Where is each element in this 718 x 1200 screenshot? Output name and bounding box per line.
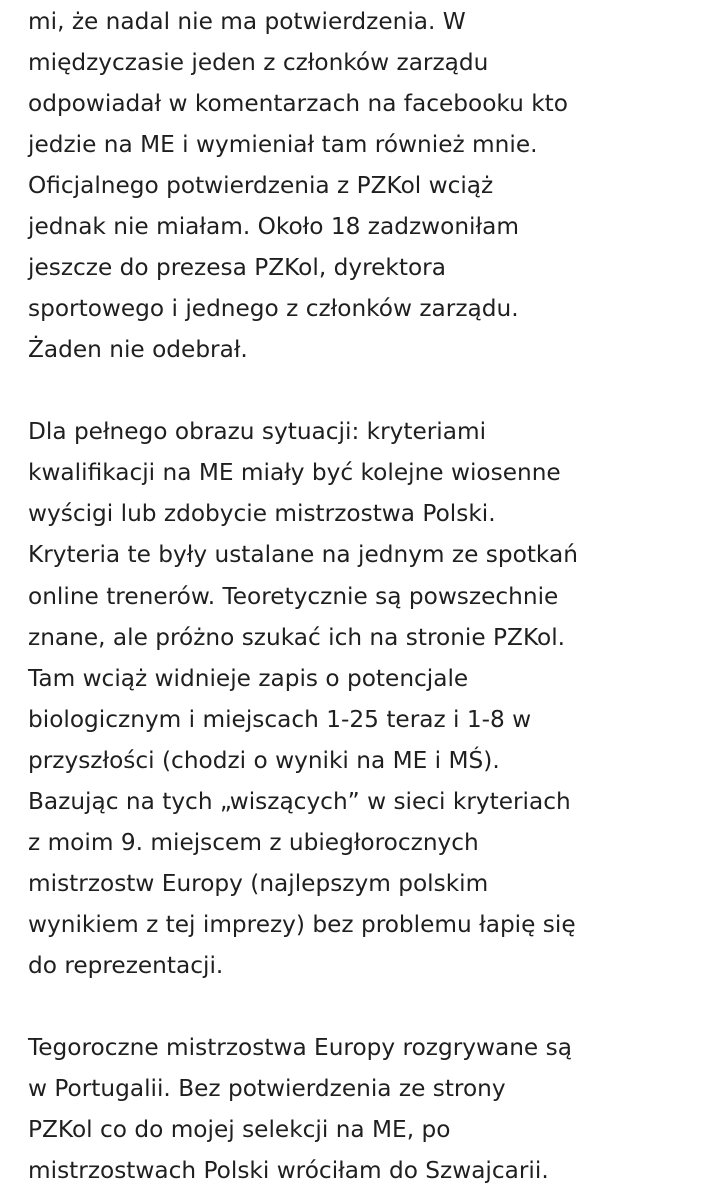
text-line: Tam wciąż widnieje zapis o potencjale (28, 664, 469, 692)
text-line: PZKol co do mojej selekcji na ME, po (28, 1115, 451, 1143)
text-line: Kryteria te były ustalane na jednym ze spotkań (28, 541, 578, 569)
text-line: do reprezentacji. (28, 951, 224, 979)
text-line: kwalifikacji na ME miały być kolejne wiosenne (28, 459, 561, 487)
text-line: mi, że nadal nie ma potwierdzenia. W (28, 8, 466, 35)
text-line: Dla pełnego obrazu sytuacji: kryteriami (28, 418, 487, 446)
text-line: Oficjalnego potwierdzenia z PZKol wciąż (28, 172, 494, 200)
text-line: wynikiem z tej imprezy) bez problemu łapię się (28, 910, 576, 938)
text-line: online trenerów. Teoretycznie są powszechnie (28, 582, 559, 610)
text-line: mistrzostwach Polski wróciłam do Szwajcarii. (28, 1157, 549, 1184)
text-line: odpowiadał w komentarzach na facebooku kto (28, 90, 568, 118)
text-line: sportowego i jednego z członków zarządu. (28, 295, 519, 323)
text-line: jednak nie miałam. Około 18 zadzwoniłam (28, 213, 519, 241)
text-line: jedzie na ME i wymieniał tam również mnie. (28, 131, 538, 159)
text-line: jeszcze do prezesa PZKol, dyrektora (28, 254, 446, 282)
text-line: Bazując na tych „wiszących” w sieci kryteriach (28, 787, 571, 815)
text-line: Żaden nie odebrał. (28, 336, 248, 364)
text-line: wyścigi lub zdobycie mistrzostwa Polski. (28, 500, 496, 528)
text-line: z moim 9. miejscem z ubiegłorocznych (28, 828, 479, 856)
text-line: przyszłości (chodzi o wyniki na ME i MŚ). (28, 746, 500, 774)
text-line: biologicznym i miejscach 1-25 teraz i 1-8 w (28, 705, 532, 733)
text-line: Tegoroczne mistrzostwa Europy rozgrywane są (28, 1033, 572, 1061)
text-line: w Portugalii. Bez potwierdzenia ze strony (28, 1074, 506, 1102)
text-line: znane, ale próżno szukać ich na stronie PZKol. (28, 623, 566, 651)
text-line: mistrzostw Europy (najlepszym polskim (28, 869, 489, 897)
text-line: międzyczasie jeden z członków zarządu (28, 49, 489, 76)
